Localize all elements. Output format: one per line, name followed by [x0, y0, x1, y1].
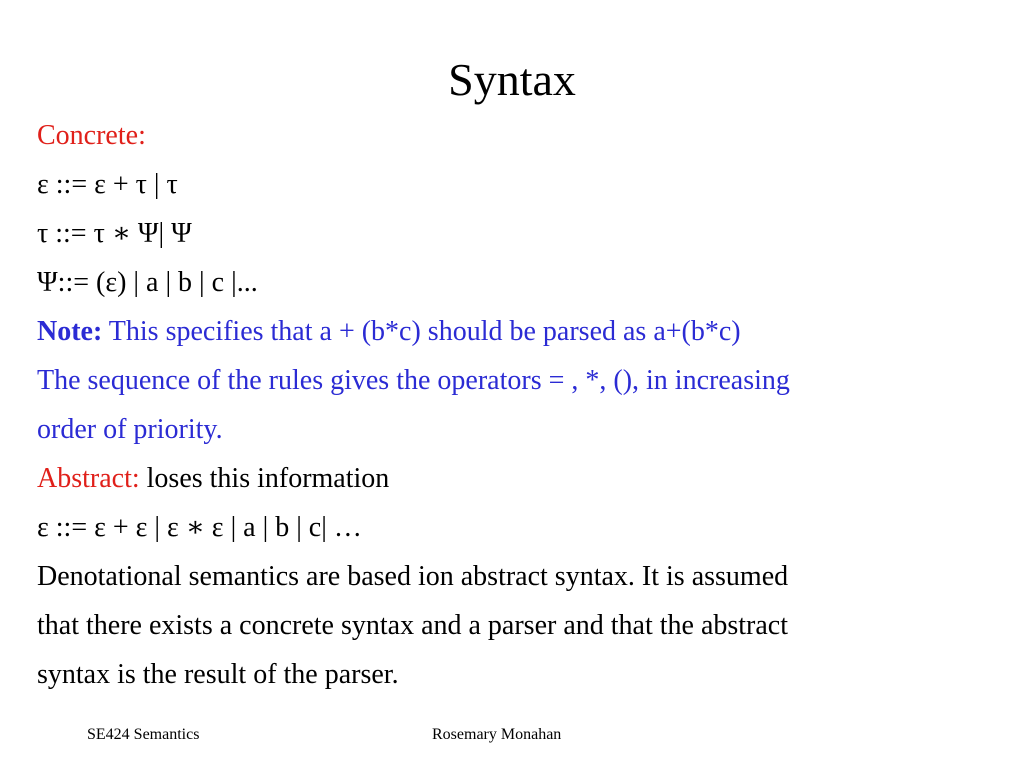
grammar-rule-tau: τ ::= τ ∗ Ψ| Ψ: [37, 218, 192, 249]
abstract-grammar-rule: ε ::= ε + ε | ε ∗ ε | a | b | c| …: [37, 512, 362, 543]
denotational-line-3: syntax is the result of the parser.: [37, 659, 399, 690]
note-text: This specifies that a + (b*c) should be parsed as a+(b*c): [102, 316, 741, 347]
abstract-label: Abstract:: [37, 463, 140, 494]
footer-author: Rosemary Monahan: [432, 726, 562, 743]
abstract-line: [37, 454, 997, 503]
sequence-line-2: order of priority.: [37, 414, 223, 445]
slide-body: [37, 111, 997, 699]
footer-course: SE424 Semantics: [87, 726, 200, 743]
denotational-line-1: Denotational semantics are based ion abstract syntax. It is assumed: [37, 561, 789, 592]
grammar-rule-psi: Ψ::= (ε) | a | b | c |...: [37, 267, 258, 298]
note-label: Note:: [37, 316, 103, 347]
note-line: [37, 307, 997, 356]
grammar-rule-epsilon: ε ::= ε + τ | τ: [37, 169, 178, 200]
concrete-label: Concrete:: [37, 120, 146, 151]
denotational-line-2: that there exists a concrete syntax and a parser and that the abstract: [37, 610, 789, 641]
sequence-line-1: The sequence of the rules gives the operators = , *, (), in increasing: [37, 365, 790, 396]
abstract-text: loses this information: [139, 463, 390, 494]
slide-title: Syntax: [448, 54, 576, 105]
